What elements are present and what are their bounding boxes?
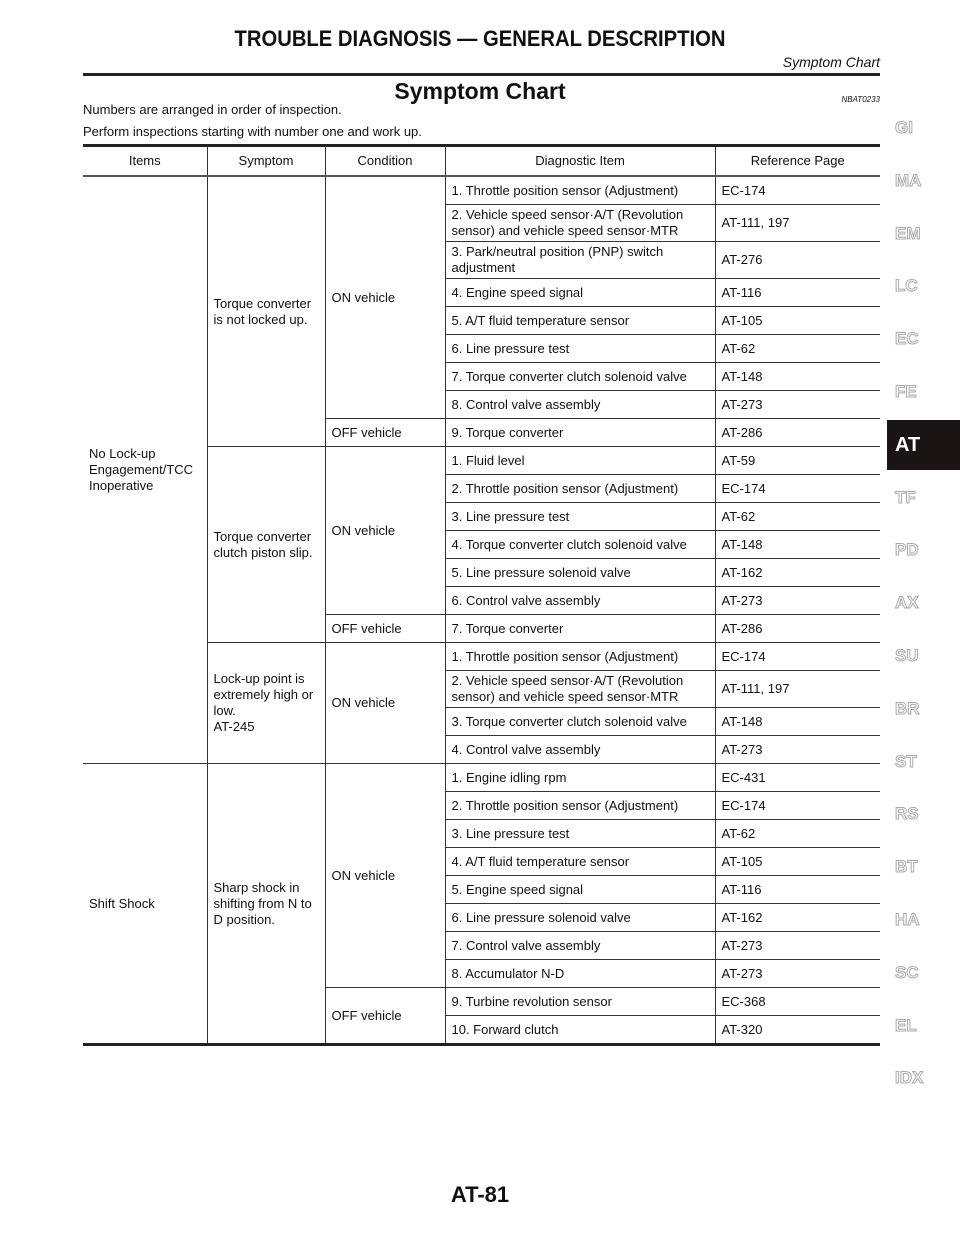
diagnostic-item-cell: 4. Torque converter clutch solenoid valve <box>445 531 715 559</box>
section-tab-ax[interactable]: AX <box>895 593 919 613</box>
section-tab-em[interactable]: EM <box>895 223 921 243</box>
diagnostic-item-cell: 9. Torque converter <box>445 419 715 447</box>
header-rule <box>83 73 880 76</box>
diagnostic-item-cell: 8. Control valve assembly <box>445 391 715 419</box>
reference-page-link[interactable]: AT-111, 197 <box>715 671 880 708</box>
reference-page-link[interactable]: AT-273 <box>715 391 880 419</box>
section-tab-ec[interactable]: EC <box>895 329 919 349</box>
section-tab-lc[interactable]: LC <box>895 276 918 296</box>
section-tab-el[interactable]: EL <box>895 1015 917 1035</box>
intro-line: Perform inspections starting with number one and work up. <box>83 124 422 139</box>
column-header: Diagnostic Item <box>445 146 715 177</box>
diagnostic-item-cell: 6. Line pressure test <box>445 335 715 363</box>
reference-page-link[interactable]: AT-148 <box>715 531 880 559</box>
table-header-row <box>83 146 880 177</box>
section-header: TROUBLE DIAGNOSIS — GENERAL DESCRIPTION <box>234 26 726 51</box>
diagnostic-item-cell: 5. Engine speed signal <box>445 876 715 904</box>
section-tab-at[interactable]: AT <box>887 420 960 470</box>
column-header: Items <box>83 146 207 177</box>
section-tab-ha[interactable]: HA <box>895 910 920 929</box>
reference-page-link[interactable]: AT-116 <box>715 876 880 904</box>
table-row <box>83 764 880 792</box>
diagnostic-item-cell: 3. Torque converter clutch solenoid valve <box>445 708 715 736</box>
diagnostic-item-cell: 7. Torque converter clutch solenoid valve <box>445 363 715 391</box>
reference-page-link[interactable]: AT-273 <box>715 960 880 988</box>
reference-page-link[interactable]: AT-162 <box>715 559 880 587</box>
symptom-cell: Torque converter is not locked up. <box>207 176 325 447</box>
section-tab-pd[interactable]: PD <box>895 540 919 560</box>
condition-cell: ON vehicle <box>325 643 445 764</box>
section-tab-fe[interactable]: FE <box>895 382 917 401</box>
diagnostic-item-cell: 4. Control valve assembly <box>445 736 715 764</box>
reference-page-link[interactable]: EC-431 <box>715 764 880 792</box>
diagnostic-item-cell: 8. Accumulator N-D <box>445 960 715 988</box>
section-tab-rs[interactable]: RS <box>895 804 919 824</box>
diagnostic-item-cell: 7. Control valve assembly <box>445 932 715 960</box>
diagnostic-item-cell: 2. Vehicle speed sensor·A/T (Revolution sensor) and vehicle speed sensor·MTR <box>445 205 715 242</box>
reference-page-link[interactable]: AT-320 <box>715 1016 880 1045</box>
reference-page-link[interactable]: AT-62 <box>715 820 880 848</box>
diagnostic-item-cell: 4. Engine speed signal <box>445 279 715 307</box>
diagnostic-item-cell: 1. Fluid level <box>445 447 715 475</box>
section-tab-tf[interactable]: TF <box>895 487 916 507</box>
reference-page-link[interactable]: AT-273 <box>715 587 880 615</box>
diagnostic-item-cell: 4. A/T fluid temperature sensor <box>445 848 715 876</box>
reference-page-link[interactable]: AT-286 <box>715 419 880 447</box>
item-cell: Shift Shock <box>83 764 207 1045</box>
condition-cell: ON vehicle <box>325 447 445 615</box>
diagnostic-item-cell: 1. Engine idling rpm <box>445 764 715 792</box>
reference-page-link[interactable]: AT-62 <box>715 503 880 531</box>
diagnostic-item-cell: 3. Line pressure test <box>445 820 715 848</box>
section-tab-idx[interactable]: IDX <box>895 1068 924 1088</box>
diagnostic-item-cell: 7. Torque converter <box>445 615 715 643</box>
reference-page-link[interactable]: EC-174 <box>715 475 880 503</box>
reference-page-link[interactable]: AT-105 <box>715 307 880 335</box>
reference-page-link[interactable]: EC-368 <box>715 988 880 1016</box>
reference-page-link[interactable]: EC-174 <box>715 643 880 671</box>
page-number: AT-81 <box>450 1182 510 1207</box>
section-tab-ma[interactable]: MA <box>895 170 922 190</box>
reference-page-link[interactable]: AT-286 <box>715 615 880 643</box>
condition-cell: ON vehicle <box>325 176 445 419</box>
reference-page-link[interactable]: EC-174 <box>715 176 880 205</box>
column-header: Condition <box>325 146 445 177</box>
section-tab-su[interactable]: SU <box>895 646 919 665</box>
condition-cell: OFF vehicle <box>325 419 445 447</box>
reference-page-link[interactable]: AT-162 <box>715 904 880 932</box>
subsection-header: Symptom Chart <box>782 54 880 70</box>
section-tab-sc[interactable]: SC <box>895 962 919 982</box>
diagnostic-item-cell: 1. Throttle position sensor (Adjustment) <box>445 176 715 205</box>
diagnostic-item-cell: 3. Park/neutral position (PNP) switch adjustment <box>445 242 715 279</box>
diagnostic-item-cell: 5. Line pressure solenoid valve <box>445 559 715 587</box>
reference-page-link[interactable]: AT-148 <box>715 708 880 736</box>
reference-page-link[interactable]: AT-276 <box>715 242 880 279</box>
page-title: Symptom Chart <box>394 78 566 104</box>
section-tab-st[interactable]: ST <box>895 751 917 771</box>
reference-page-link[interactable]: AT-273 <box>715 932 880 960</box>
section-tab-gi[interactable]: GI <box>895 118 913 137</box>
reference-page-link[interactable]: AT-59 <box>715 447 880 475</box>
symptom-cell: Torque converter clutch piston slip. <box>207 447 325 643</box>
section-tab-br[interactable]: BR <box>895 698 920 718</box>
diagnostic-item-cell: 3. Line pressure test <box>445 503 715 531</box>
reference-page-link[interactable]: AT-148 <box>715 363 880 391</box>
condition-cell: OFF vehicle <box>325 615 445 643</box>
item-cell: No Lock-up Engagement/TCC Inoperative <box>83 176 207 764</box>
table-row <box>83 176 880 205</box>
symptom-table <box>83 144 880 1046</box>
reference-page-link[interactable]: AT-116 <box>715 279 880 307</box>
diagnostic-item-cell: 5. A/T fluid temperature sensor <box>445 307 715 335</box>
condition-cell: ON vehicle <box>325 764 445 988</box>
diagnostic-item-cell: 9. Turbine revolution sensor <box>445 988 715 1016</box>
condition-cell: OFF vehicle <box>325 988 445 1045</box>
reference-code: NBAT0233 <box>841 95 880 104</box>
diagnostic-item-cell: 2. Throttle position sensor (Adjustment) <box>445 475 715 503</box>
reference-page-link[interactable]: AT-111, 197 <box>715 205 880 242</box>
diagnostic-item-cell: 2. Throttle position sensor (Adjustment) <box>445 792 715 820</box>
reference-page-link[interactable]: AT-105 <box>715 848 880 876</box>
diagnostic-item-cell: 1. Throttle position sensor (Adjustment) <box>445 643 715 671</box>
intro-line: Numbers are arranged in order of inspection. <box>83 102 342 117</box>
reference-page-link[interactable]: AT-273 <box>715 736 880 764</box>
diagnostic-item-cell: 6. Control valve assembly <box>445 587 715 615</box>
symptom-cell: Lock-up point is extremely high or low. AT-245 <box>207 643 325 764</box>
section-tab-bt[interactable]: BT <box>895 857 918 877</box>
reference-page-link[interactable]: EC-174 <box>715 792 880 820</box>
column-header: Reference Page <box>715 146 880 177</box>
diagnostic-item-cell: 6. Line pressure solenoid valve <box>445 904 715 932</box>
reference-page-link[interactable]: AT-62 <box>715 335 880 363</box>
diagnostic-item-cell: 2. Vehicle speed sensor·A/T (Revolution sensor) and vehicle speed sensor·MTR <box>445 671 715 708</box>
diagnostic-item-cell: 10. Forward clutch <box>445 1016 715 1045</box>
symptom-cell: Sharp shock in shifting from N to D position. <box>207 764 325 1045</box>
column-header: Symptom <box>207 146 325 177</box>
